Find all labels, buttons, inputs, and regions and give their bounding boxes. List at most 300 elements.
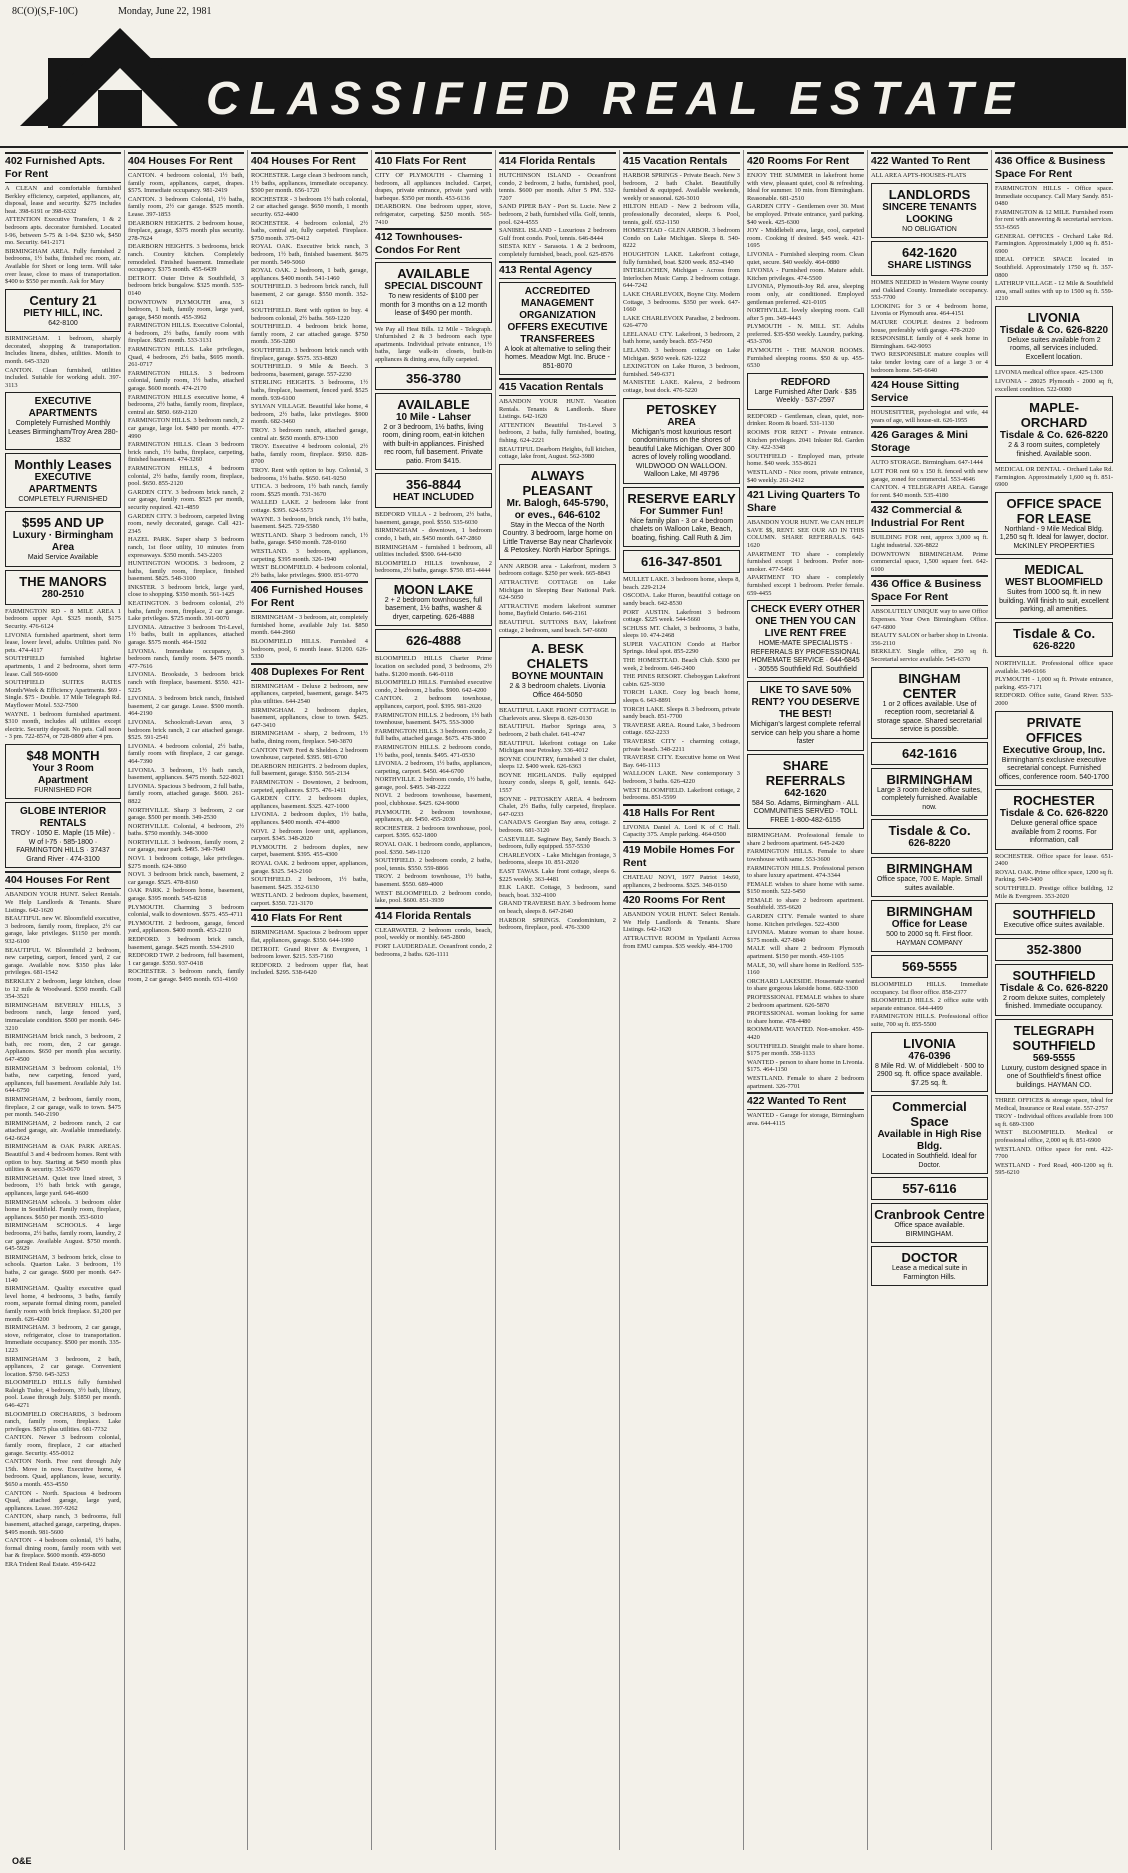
column-3	[248, 150, 372, 1850]
classified-ad: ATTENTION Beautiful Tri-Level 3 bedroom, 2 baths, fully furnished, boating, fishing. 624-2221	[499, 421, 616, 444]
display-ad	[747, 600, 864, 678]
display-ad-sm: Nice family plan - 3 or 4 bedroom chalets on Walloon Lake, Beach, boating, fishing. Call Ruth & Jim	[629, 517, 734, 542]
classified-ad: BLOOMFIELD HILLS. 2 office suite with separate entrance. 644-4499	[871, 997, 988, 1012]
classified-ad: FARMINGTON HILLS, 4 bedroom colonial, 2½ baths, family room, fireplace, pool. $650. 855-2120	[128, 464, 244, 488]
display-ad-big: AVAILABLE	[397, 266, 470, 282]
display-ad-big: ROCHESTER	[1013, 793, 1095, 809]
classified-ad: CANTON, sharp ranch, 3 bedrooms, full basement, attached garage, carpeting, drapes. $495 month. 981-5600	[5, 1513, 121, 1536]
display-ad	[747, 681, 864, 751]
display-ad-mid: 626-8220	[1032, 640, 1076, 652]
classified-ad: ATTRACTIVE COTTAGE on Lake Michigan in Sleeping Bear National Park. 624-5050	[499, 578, 616, 602]
display-ad-mid: BOYNE MOUNTAIN	[511, 671, 604, 683]
classified-ad: BIRMINGHAM schools. 3 bedroom older home in Southfield. Family room, fireplace, appliances. $650 per month. 353-6010	[5, 1198, 121, 1221]
display-ad-mid: CHECK EVERY OTHER ONE THEN YOU CAN LIVE RENT FREE	[750, 604, 861, 640]
classified-ad: BIRMINGHAM. Spacious 2 bedroom upper flat, appliances, garage. $350. 644-1990	[251, 929, 368, 945]
classified-ad: UTICA. 3 bedroom, 1½ bath ranch, family room. $525 month. 731-3670	[251, 483, 368, 498]
classified-ad: FARMINGTON HILLS. 3 bedroom ranch, 2 car garage, large lot. $480 per month. 477-4990	[128, 417, 244, 440]
classified-ad: WANTED - person to share home in Livonia. $175. 464-1150	[747, 1058, 864, 1074]
classified-ad: LIVONIA Daniel A. Lord K of C Hall. Capacity 375. Ample parking. 464-0500	[623, 823, 740, 839]
classified-ad: SOUTHFIELD. 3 bedroom brick ranch with fireplace, garage. $575. 353-8820	[251, 347, 368, 362]
classified-ad: WANTED - Garage for storage, Birmingham area. 644-4115	[747, 1112, 864, 1127]
classified-ad: WESTLAND. Female to share 2 bedroom apartment. 326-7701	[747, 1074, 864, 1090]
display-ad-sm: Lease a medical suite in Farmington Hills.	[891, 1265, 968, 1281]
classified-ad: CANTON - North. Spacious 4 bedroom Quad, attached garage, large yard, appliances. Lease. 397-9262	[5, 1489, 121, 1512]
classified-ad: THE PINES RESORT. Cheboygan Lakefront cabin. 625-3030	[623, 673, 740, 688]
display-ad-big: PRIVATE OFFICES	[1025, 714, 1083, 745]
display-ad-big: TELEGRAPH SOUTHFIELD	[1012, 1022, 1096, 1053]
display-ad-big: 356-3780	[406, 370, 461, 386]
classified-ad: ALL AREA APTS-HOUSES-FLATS	[871, 172, 967, 179]
classified-ad: NORTHVILLE. Professional office space available. 349-6166	[995, 659, 1113, 675]
display-ad-sm: HOME-MATE SPECIALISTS · REFERRALS BY PROFESSIONAL HOMEMATE SERVICE · 644-6845 · 30555 Southfield Rd. Southfield	[750, 640, 861, 673]
display-ad-mid: Luxury · Birmingham Area	[12, 530, 114, 554]
section-heading: 402 Furnished Apts. For Rent	[5, 152, 121, 183]
classified-ad: GARDEN CITY - Gentlemen over 30. Must be employed. Private entrance, yard parking. $40 week. 425-6300	[747, 203, 864, 226]
classified-ad: BIRMINGHAM. 2 bedroom duplex, basement, appliances, close to town. $425. 647-3410	[251, 706, 368, 729]
display-ad-mid: HEAT INCLUDED	[393, 492, 474, 504]
section-heading: 424 House Sitting Service	[871, 376, 988, 407]
classified-ad: LIVONIA - Furnished room. Mature adult. Kitchen privileges. 474-5500	[747, 267, 864, 282]
classified-ad: SOUTHFIELD. 3 bedroom brick ranch, full basement, 2 car garage. $550 month. 352-6121	[251, 283, 368, 306]
classified-ad: HARBOR SPRINGS - Private Beach. New 3 bedroom, 2 bath Chalet. Beautifully furnished & equipped. Available weekends, weekly or seasonal. 626-3010	[623, 172, 740, 202]
section-heading: 421 Living Quarters To Share	[747, 486, 864, 517]
display-ad	[995, 558, 1113, 619]
classified-ad: FARMINGTON HILLS. Lake privileges, Quad, 4 bedroom, 2½ baths, $695 month. 261-0717	[128, 346, 244, 369]
display-ad	[871, 857, 988, 897]
classified-ad: BIRMINGHAM, 2 bedroom, family room, fireplace, 2 car garage, walk to town. $475 per month. 540-2190	[5, 1095, 121, 1119]
display-ad	[623, 550, 740, 573]
classified-ad: WALLED LAKE. 2 bedroom lake front cottage. $395. 624-5573	[251, 499, 368, 514]
display-ad-mid: 626-8220	[908, 838, 951, 849]
classified-ad: LEELANAU CTY. Lakefront, 3 bedroom, 2 bath home, sandy beach. 855-7450	[623, 330, 740, 346]
classified-ad: AUTO STORAGE. Birmingham. 647-1444	[871, 459, 983, 467]
classified-ad: SANIBEL ISLAND - Luxurious 2 bedroom Gulf front condo. Pool, tennis. 646-8444	[499, 227, 616, 242]
classified-ad: FORT LAUDERDALE. Oceanfront condo, 2 bedrooms, 2 baths. 626-1111	[375, 942, 492, 958]
display-ad-mid: Tisdale & Co. 626-8220	[999, 430, 1109, 442]
classified-ad: OSCODA. Lake Huron, beautiful cottage on sandy beach. 642-8530	[623, 592, 740, 607]
classified-ad: HOMES NEEDED in Western Wayne county and Oakland County. Immediate occupancy. 553-7700	[871, 279, 988, 302]
column-4	[372, 150, 496, 1850]
display-ad-sm: 1 or 2 offices available. Use of reception room, secretarial & storage space. Shared secretarial service is possible.	[877, 700, 982, 733]
classified-ad: MATURE COUPLE desires 2 bedroom house, preferably with garage. 478-2020	[871, 319, 988, 334]
display-ad-sm: 2 or 3 bedroom, 1½ baths, living room, dining room, eat-in kitchen with built-in appliances. Finished rec room, full basement. Private patio. From $415.	[382, 423, 485, 465]
classified-ad: CANTON. 4 TELEGRAPH AREA. Garage for rent. $40 month. 535-4180	[871, 484, 988, 499]
classified-ad: OAK PARK. 2 bedroom home, basement, garage. $395 month. 545-8218	[128, 887, 244, 903]
display-ad-mid: Tisdale & Co. 626-8220	[999, 982, 1109, 994]
section-heading: 404 Houses For Rent	[5, 871, 121, 889]
section-heading: 414 Florida Rentals	[375, 907, 492, 925]
display-ad-mid: LIKE TO SAVE 50% RENT? YOU DESERVE THE BEST!	[751, 685, 860, 721]
display-ad	[995, 1019, 1113, 1095]
classified-ad: PLYMOUTH - 1,000 sq ft. Private entrance, parking. 455-7171	[995, 676, 1113, 691]
display-ad-big: MAPLE-ORCHARD	[1020, 400, 1088, 431]
classified-ad: LIVONIA. Spacious 3 bedroom, 2 full baths, family room, attached garage. $600. 261-8822	[128, 782, 244, 805]
classified-ad: FARMINGTON HILLS - Office space. Immediate occupancy. Call Mary Sandy. 851-0480	[995, 185, 1113, 208]
classified-ad: ROCHESTER. 2 bedroom townhouse, pool, carport. $395. 652-1800	[375, 824, 492, 840]
display-ad-mid: SINCERE TENANTS LOOKING	[882, 201, 977, 225]
classified-ad: FARMINGTON & 12 MILE. Furnished room for rent with answering & secretarial services. 553-6565	[995, 208, 1114, 231]
display-ad-big: Commercial Space	[892, 1099, 967, 1130]
section-heading: 415 Vacation Rentals	[499, 378, 616, 396]
classified-ad: MANISTEE LAKE. Kaleva, 2 bedroom cottage, boat dock. 476-5220	[623, 379, 740, 395]
display-ad-mid: EXECUTIVE APARTMENTS	[28, 396, 98, 420]
classified-ad: CHATEAU NOVI, 1977 Patriot 14x60, appliances, 2 bedrooms. $325. 348-0150	[623, 873, 740, 889]
classified-ad: CANTON. Newer 3 bedroom colonial, family room, fireplace, 2 car attached garage. Security. 455-0012	[5, 1434, 121, 1457]
display-ad	[5, 453, 121, 509]
classified-ad: We Pay all Heat Bills. 12 Mile - Telegraph. Unfurnished 2 & 3 bedroom each type apartments. Individual private entrance, 1½ baths, large walk-in closets, built-in appliances & dining area, fully carpeted.	[375, 325, 492, 364]
display-ad-sm: Deluxe general office space available from 2 rooms. For information, call	[1010, 820, 1098, 845]
classified-ad: LIVONIA. 3 bedroom, 1½ bath ranch, basement, appliances. $475 month. 522-8021	[128, 766, 244, 782]
classified-ad: NORTHVILLE. Sharp 3 bedroom, 2 car garage. $500 per month. 349-2530	[128, 806, 244, 822]
classified-ad: BLOOMFIELD HILLS. Furnished executive condo, 2 bedroom, 2 baths. $900. 642-4200	[375, 679, 492, 694]
classified-ad: FARMINGTON HILLS. Female to share townhouse with same. 553-3600	[747, 848, 864, 863]
classified-ad: ROCHESTER. 4 bedroom colonial, 2½ baths, central air, fully carpeted. Fireplace. $750 month. 375-0412	[251, 219, 368, 242]
section-heading: 413 Rental Agency	[499, 261, 616, 279]
classified-ad: BIRMINGHAM - sharp, 2 bedroom, 1½ baths, dining room, fireplace. 540-3870	[251, 730, 368, 745]
display-ad	[375, 578, 492, 627]
display-ad-big: OFFICE SPACE FOR LEASE	[1006, 495, 1102, 526]
classified-ad: SOUTHFIELD. Rent with option to buy. 4 bedroom colonial, 2½ baths. 569-1220	[251, 307, 368, 322]
classified-ad: REDFORD. 2 bedroom upper flat, heat included. $295. 538-6420	[251, 961, 368, 977]
classified-ad: THE HOMESTEAD. Beach Club. $300 per week, 2 bedroom. 646-2400	[623, 657, 740, 672]
display-ad	[995, 622, 1113, 657]
section-heading: 408 Duplexes For Rent	[251, 663, 368, 681]
classified-ad: LIVONIA. Mature woman to share house. $175 month. 427-8840	[747, 929, 864, 944]
classified-ad: BEAUTIFUL W. Bloomfield 2 bedroom, new carpeting, carport, fenced yard, 2 car garage. Available now. $350 plus lake privileges. 681-1542	[5, 946, 121, 977]
display-ad-mid: 280-2510	[41, 588, 85, 600]
classified-ad: NORTHVILLE. 2 bedroom condo, 1½ baths, garage, pool. $495. 348-2222	[375, 776, 492, 791]
section-heading: 420 Rooms For Rent	[623, 891, 740, 909]
display-ad	[871, 1203, 988, 1243]
classified-ad: DEARBORN HEIGHTS. 2 bedroom duplex, full basement, garage. $350. 565-2134	[251, 762, 368, 778]
display-ad-sm: 2 + 2 bedroom townhouses, full basement, 1½ baths, washer & dryer, carpeting. 626-4888	[384, 596, 483, 621]
section-title: CLASSIFIED REAL ESTATE	[205, 72, 1025, 124]
classified-ad: SOUTHFIELD. 2 bedroom condo, 2 baths, pool, tennis. $550. 559-8866	[375, 857, 492, 872]
classified-ad: ATTRACTIVE modern lakefront summer home, Bayfield Ontario. 646-2161	[499, 602, 616, 618]
classified-ad: LIVONIA - 28025 Plymouth - 2000 sq ft, excellent condition. 522-0080	[995, 378, 1113, 393]
display-ad-sm: Michigan's largest complete referral service can help you share a home faster	[750, 721, 861, 746]
display-ad-big: Tisdale & Co.	[1012, 625, 1096, 641]
display-ad	[871, 1095, 988, 1174]
classified-ad: FARMINGTON HILLS. 2 bedroom, 1½ bath townhouse, basement. $475. 553-3000	[375, 711, 492, 727]
section-heading: 436 Office & Business Space For Rent	[871, 575, 988, 606]
display-ad-big: 642-1616	[902, 745, 957, 761]
classified-ad: CLEARWATER. 2 bedroom condo, beach, pool, weekly or monthly. 645-2800	[375, 926, 492, 942]
classified-ad: WAYNE. 1 bedroom furnished apartment. $310 month, includes all utilities except electric. Security deposit. No pets. Call noon - 3 pm. 722-8574, or 728-0809 after 4 pm.	[5, 710, 121, 741]
classified-ad: SOUTHFIELD SUITES RATES Month/Week & Efficiency Apartments. $69 - Single. $75 - Double. 17 Mile Telegraph Rd. Mayflower Motel. 532-7500	[5, 679, 121, 709]
classified-ad: NORTHVILLE. 3 bedroom, family room, 2 car garage, near park. $495. 349-7640	[128, 838, 244, 854]
display-ad	[995, 964, 1113, 1016]
classified-ad: BIRMINGHAM 3 bedroom colonial, 1½ baths, new carpeting, fenced yard, appliances, full basement. Available July 1st. 644-6750	[5, 1064, 121, 1095]
display-ad-big: MOON LAKE	[393, 581, 474, 597]
classified-ad: BEAUTY SALON or barber shop in Livonia. 356-2110	[871, 632, 988, 647]
display-ad-big: Tisdale & Co.	[888, 823, 971, 838]
classified-ad: FARMINGTON HILLS. Professional person to share luxury apartment. 474-3344	[747, 864, 864, 880]
classified-ad: FEMALE to share 2 bedroom apartment. Southfield. 355-6620	[747, 896, 864, 912]
section-heading: 404 Houses For Rent	[251, 152, 368, 170]
classified-ad: CITY OF PLYMOUTH - Charming 1 bedroom, all appliances included. Carpet, drapes, private entrance, private yard with barbeque. $350 per month. 453-6136	[375, 172, 492, 202]
section-heading: 422 Wanted To Rent	[747, 1092, 864, 1110]
display-ad-big: BIRMINGHAM	[886, 861, 973, 876]
classified-ad: WESTLAND - Nice room, private entrance, $40 weekly. 261-2412	[747, 469, 864, 484]
classified-ad: PLYMOUTH. 2 bedroom, garage, fenced yard, appliances. $400 month. 453-2210	[128, 919, 244, 935]
classified-ad: APARTMENT TO share - completely furnished except 1 bedroom. Prefer female. 659-4455	[747, 574, 864, 597]
display-ad-sm: Birmingham's exclusive executive secretarial concept. Furnished offices, conference room. 540-1700	[999, 756, 1109, 781]
section-heading: 415 Vacation Rentals	[623, 152, 740, 170]
classified-ad: INKSTER. 3 bedroom brick, large yard, close to shopping. $350 month. 561-1425	[128, 583, 244, 599]
classified-ad: HOUSESITTER, psychologist and wife, 44 years of age, will house-sit. 626-1955	[871, 409, 988, 424]
display-ad	[871, 241, 988, 276]
display-ad-sm: Deluxe suites available from 2 rooms, all services included. Excellent location.	[1007, 336, 1101, 361]
display-ad-sm: 500 to 2000 sq ft. First floor. HAYMAN COMPANY	[886, 931, 973, 947]
classified-ad: WEST BLOOMFIELD. Lakefront cottage, 2 bedrooms. 851-5599	[623, 786, 740, 802]
display-ad-big: 557-6116	[902, 1181, 957, 1197]
display-ad-big: DOCTOR	[901, 1250, 958, 1266]
display-ad-mid: SHARE LISTINGS	[887, 260, 972, 272]
classified-ad: JOY - Middlebelt area, large, cool, carpeted room. Cooking if desired. $45 week. 421-1695	[747, 227, 864, 250]
classified-ad: ROOMMATE WANTED. Non-smoker. 459-4420	[747, 1026, 864, 1041]
classified-ad: LIVONIA. Brookside, 3 bedroom brick ranch with fireplace, basement. $550. 421-5225	[128, 671, 244, 694]
display-ad-big: 616-347-8501	[641, 554, 722, 570]
display-ad-sm: To new residents of $100 per month for 3 months on a 12 month lease of $490 per month.	[379, 293, 487, 318]
display-ad-big: A. BESK CHALETS	[526, 641, 589, 672]
display-ad-big: 569-5555	[902, 959, 957, 974]
section-heading: 410 Flats For Rent	[251, 909, 368, 927]
classified-ad: TROY. 3 bedroom ranch, attached garage, central air. $650 month. 879-1300	[251, 427, 368, 442]
display-ad-sm: Luxury, custom designed space in one of Southfield's finest office buildings. HAYMAN CO.	[1001, 1064, 1107, 1089]
display-ad-mid: Mr. Balogh, 645-5790, or eves., 646-6102	[506, 497, 609, 521]
classified-ad: WESTLAND. Office space for rent. 422-7700	[995, 1145, 1113, 1161]
classified-ad: SOUTHFIELD. 9 Mile & Beech. 3 bedrooms, basement, garage. 557-2230	[251, 363, 368, 378]
display-ad-big: Monthly Leases	[14, 456, 112, 472]
display-ad-mid: GLOBE INTERIOR RENTALS	[19, 806, 107, 830]
display-ad-big: 356-8844	[406, 477, 461, 493]
display-ad-big: PETOSKEY	[646, 401, 717, 417]
classified-ad: TRAVERSE CITY - charming cottage, private beach. 348-2211	[623, 738, 740, 753]
display-ad-big: SOUTHFIELD	[1012, 907, 1096, 923]
classified-ad: CASEVILLE. Saginaw Bay, Sandy Beach. 3 bedroom, fully equipped. 557-5530	[499, 835, 616, 851]
classified-ad: LAKE CHARLEVOIX, Boyne City. Modern Cottage, 3 bedrooms. $350 per week. 647-1660	[623, 290, 740, 314]
classified-ad: ROYAL OAK. Executive brick ranch, 3 bedroom, 1½ bath, finished basement. $675 per month. 549-5060	[251, 243, 368, 266]
classified-ad: BIRMINGHAM. 3 bedroom, 2 car garage, stove, refrigerator, close to transportation. Immediate occupancy. $500 per month. 335-1223	[5, 1324, 121, 1354]
classified-ad: SCHUSS MT. Chalet, 3 bedrooms, 3 baths, sleeps 10. 474-2468	[623, 624, 740, 640]
display-ad-sm: Michigan's most luxurious resort condominiums on the shores of beautiful Lake Michigan. Over 300 acres of lovely rolling woodland. WILDWOOD ON WALLOON. Walloon Lake, MI 49796	[628, 428, 735, 479]
display-ad-sm: TROY · 1050 E. Maple (15 Mile) · W of I-75 · 585-1800 · FARMINGTON HILLS · 37437 Grand River · 474-3100	[10, 830, 116, 863]
classified-ad: BIRMINGHAM - downtown, 1 bedroom condo, 1 bath, air. $450 month. 647-2860	[375, 527, 492, 542]
footer-mark: O&E	[12, 1856, 32, 1866]
display-ad	[995, 492, 1113, 556]
display-ad-mid: 476-0396	[908, 1050, 951, 1062]
display-ad-mid: EXECUTIVE APARTMENTS	[28, 471, 98, 495]
page-footer	[0, 1853, 1128, 1873]
display-ad	[5, 511, 121, 567]
display-ad-big: 352-3800	[1026, 941, 1082, 957]
classified-ad: LIVONIA. Schoolcraft-Levan area, 3 bedroom brick ranch, 2 car attached garage. $525. 591-2541	[128, 718, 244, 742]
classified-ad: HOMESTEAD - GLEN ARBOR. 3 bedroom Condo on Lake Michigan. Sleeps 8. 540-8222	[623, 227, 740, 250]
display-ad	[375, 393, 492, 471]
display-ad-mid: PIETY HILL, INC.	[23, 307, 103, 319]
display-ad-sm: 2 room deluxe suites, completely finished. Immediate occupancy.	[1003, 994, 1105, 1011]
classified-ad: ABANDON YOUR HUNT. We CAN HELP! SAVE $$, RENT. SEE OUR AD IN THIS COLUMN. SHARE REFERRALS. 642-1620	[747, 519, 864, 549]
section-heading: 412 Townhouses-Condos For Rent	[375, 228, 492, 259]
issue-date: Monday, June 22, 1981	[118, 6, 212, 17]
classified-ad: LIVONIA. 2 bedroom duplex, 1½ baths, appliances. $400 month. 474-4800	[251, 811, 368, 826]
classified-ad: REDFORD. Office suite, Grand River. 533-2000	[995, 692, 1113, 707]
display-ad-big: RESERVE EARLY	[627, 490, 736, 506]
classified-ad: CANTON. 3 bedroom Colonial, 1½ baths, family room, 2½ car garage. $525 month. Lease. 397-1853	[128, 195, 244, 218]
classified-ad: MEDICAL OR DENTAL - Orchard Lake Rd. Farmington. Approximately 1,600 sq ft. 851-6900	[995, 466, 1113, 489]
classified-ad: LIVONIA. 3 bedroom brick ranch, finished basement, 2 car garage. Lease. $500 month. 464-2190	[128, 695, 244, 718]
classified-ad: MALE, 30, will share home in Redford. 535-1160	[747, 961, 864, 977]
classified-ad: ATTENTION Executive Transfers, 1 & 2 bedroom apts. decorator furnished. Located I-96, between 5-75 & 1-94. $230 wk, $450 mo. Security. 641-2171	[5, 216, 121, 247]
display-ad-big: Century 21	[29, 292, 97, 308]
classified-ad: ORCHARD LAKESIDE. Housemate wanted to share gorgeous lakeside home. 682-3300	[747, 977, 864, 993]
column-9	[992, 150, 1116, 1850]
classified-ad: MULLET LAKE. 3 bedroom home, sleeps 8, beach. 229-2124	[623, 576, 740, 591]
classified-ad: WESTLAND. 2 bedroom duplex, basement, carport. $350. 721-3170	[251, 892, 368, 907]
section-heading: 426 Garages & Mini Storage	[871, 426, 988, 457]
classified-ad: BERKLEY 2 bedroom, large kitchen, close to 12 mile & Woodward. $350 month. Call 354-3521	[5, 978, 121, 1001]
classified-ad: SOUTHFIELD - Employed man, private home. $40 week. 353-8621	[747, 452, 864, 468]
classified-ad: BIRMINGHAM. Quiet tree lined street, 3 bedroom, 1½ bath brick with garage, appliances, large yard. 646-4600	[5, 1174, 121, 1198]
display-ad-sm: 584 So. Adams, Birmingham · ALL COMMUNITIES SERVED · TOLL FREE 1-800-482-6155	[752, 799, 859, 824]
display-ad-sm: Stay in the Mecca of the North Country. 3 bedroom, large home on Little Traverse Bay near Charlevoix & Petoskey. North Harbor Springs.	[502, 521, 613, 555]
classified-ad: LOT FOR rent 60 x 150 ft. fenced with new garage, zoned for commercial. 553-4646	[871, 468, 988, 483]
classified-ad: LATHRUP VILLAGE - 12 Mile & Southfield area, small suites with up to 1500 sq ft. 559-1210	[995, 280, 1113, 303]
classified-ad: CANTON TWP. Ford & Sheldon. 2 bedroom townhouse, carpeted. $395. 981-6700	[251, 746, 368, 762]
classified-ad: DEARBORN HEIGHTS. 2 bedroom house, fireplace, garage, $375 month plus security. 278-7624	[128, 219, 244, 242]
classified-ad: THREE OFFICES & storage space, ideal for Medical, Insurance or Real estate. 557-2757	[995, 1097, 1113, 1112]
classified-ad: BEDFORD VILLA - 2 bedroom, 2½ baths, basement, garage, pool. $550. 535-6030	[375, 511, 492, 526]
classified-ad: PLYMOUTH. 2 bedroom townhouse, appliances, air. $450. 455-2030	[375, 808, 492, 824]
classified-ad: BIRMINGHAM. Quality executive quad level home, 4 bedrooms, 3 baths, family room, separate formal dining room, paneled family room with brick fireplace. $1,200 per month. 626-4200	[5, 1285, 121, 1323]
classified-ad: CANADA'S Georgian Bay area, cottage. 2 bedroom. 681-3120	[499, 819, 616, 835]
section-heading: 420 Rooms For Rent	[747, 152, 864, 170]
classified-ad: TROY. 2 bedroom townhouse, 1½ baths, basement. $550. 689-4000	[375, 873, 492, 888]
display-ad-sm: Office space available. BIRMINGHAM.	[894, 1222, 965, 1238]
classified-ad: DEARBORN. One bedroom upper, stove, refrigerator, carpeting. $250 month. 565-7410	[375, 203, 492, 226]
display-ad-sm: COMPLETELY FURNISHED	[18, 495, 108, 503]
classified-ad: FARMINGTON HILLS. Professional office suite, 700 sq ft. 855-5500	[871, 1013, 988, 1028]
display-ad-sm: Northland - 9 Mile Medical Bldg. 1,250 sq ft. Ideal for lawyer, doctor. McKINLEY PROPERTIES	[999, 525, 1109, 550]
display-ad-mid: Tisdale & Co. 626-8220	[999, 324, 1109, 336]
classified-ad: WEST BLOOMFIELD. 2 bedroom condo, lake, pool. $600. 851-3939	[375, 889, 492, 905]
classified-ad: ABSOLUTELY UNIQUE way to save Office Expenses. Your Own Birmingham Office. 647-6800	[871, 608, 988, 631]
classified-ad: ELK LAKE. Cottage, 3 bedroom, sand beach, boat. 332-4100	[499, 884, 616, 899]
display-ad	[995, 938, 1113, 961]
classified-ad: BLOOMFIELD HILLS Charter Prime location on secluded pond, 3 bedrooms, 2½ baths. $1200 month. 646-0118	[375, 655, 492, 678]
section-heading: 418 Halls For Rent	[623, 804, 740, 822]
classified-ad: BLOOMFIELD HILLS fully furnished Raleigh Tudor, 4 bedroom, 3½ bath, library, pool. Lease through July. $1850 per month. 646-4271	[5, 1379, 121, 1410]
classified-ad: RESPONSIBLE family of 4 seek home in Birmingham. 642-9093	[871, 335, 988, 350]
classified-ad: LIVONIA furnished apartment, short term lease, lower level, adults. Utilities paid. No pets. 474-4117	[5, 631, 121, 654]
display-ad-sm: 2 & 3 room suites, completely finished. Available soon.	[1008, 442, 1100, 458]
classified-ad: LIVONIA. 4 bedroom colonial, 2½ baths, family room with fireplace, 2 car garage. 464-7390	[128, 742, 244, 765]
classified-ad: FARMINGTON HILLS executive home, 4 bedrooms, 2½ baths, family room, fireplace, central air. $850. 669-2120	[128, 393, 244, 416]
classified-ad: SOUTHFIELD furnished highrise apartments, 1 and 2 bedrooms, short term lease. Call 569-6600	[5, 655, 121, 678]
display-ad-big: SHARE REFERRALS	[765, 757, 846, 788]
display-ad-mid: 642-1620	[784, 787, 827, 799]
classified-ad: BLOOMFIELD HILLS. Furnished 4 bedroom, pool, 6 month lease. $1200. 626-5330	[251, 638, 368, 661]
classified-ad: FARMINGTON HILLS. 3 bedroom colonial, family room, 1½ baths, attached garage. $600 month. 474-2170	[128, 369, 244, 393]
display-ad-big: THE MANORS	[19, 573, 107, 589]
display-ad-sm: 8 Mile Rd. W. of Middlebelt · 500 to 2900 sq. ft. office space available. $7.25 sq. ft.	[875, 1062, 984, 1087]
display-ad-mid: 10 Mile - Lahser	[395, 411, 472, 423]
classified-ad: DOWNTOWN BIRMINGHAM. Prime commercial space, 1,500 square feet. 642-6100	[871, 550, 988, 573]
classified-ad: BOYNE - PETOSKEY AREA. 4 bedroom Chalet, 2½ Baths, fully carpeted, fireplace. 647-0233	[499, 795, 616, 818]
display-ad	[995, 711, 1113, 787]
section-heading: 419 Mobile Homes For Rent	[623, 841, 740, 872]
classified-ad: WALLOON LAKE. New contemporary 3 bedroom, 3 baths. 626-4220	[623, 770, 740, 785]
display-ad	[5, 802, 121, 868]
display-ad	[5, 289, 121, 333]
classified-ad: BLOOMFIELD ORCHARDS, 3 bedroom ranch, family room, fireplace. Lake privileges. $875 plus utilities. 681-7732	[5, 1410, 121, 1433]
classified-ad: HUNTINGTON WOODS. 3 bedroom, 2 baths, family room, fireplace, finished basement. $825. 548-3100	[128, 560, 244, 583]
classified-ad: BEAUTIFUL SUTTONS BAY, lakefront cottage, 2 bedroom, sand beach. 547-6600	[499, 618, 616, 634]
classified-ad: WAYNE. 3 bedroom, brick ranch, 1½ baths, basement. $425. 729-5580	[251, 515, 368, 531]
classified-ad: GARDEN CITY. 2 bedroom duplex, appliances, basement. $325. 427-1000	[251, 795, 368, 810]
display-ad	[871, 819, 988, 854]
section-code: 8C(O)(S,F-10C)	[12, 6, 78, 17]
display-ad-big: $595 AND UP	[22, 515, 104, 531]
display-ad	[871, 768, 988, 817]
display-ad-sm: Office space, 700 E. Maple. Small suites available.	[876, 876, 983, 892]
classified-ad: SOUTHFIELD. Straight male to share home. $175 per month. 358-1133	[747, 1042, 864, 1058]
classified-ad: HARBOR SPRINGS. Condominium, 2 bedroom, fireplace, pool. 476-3300	[499, 916, 616, 932]
classified-ad: BUILDING FOR rent, approx 3,000 sq ft. Light industrial. 326-8822	[871, 534, 988, 549]
classified-ad: PLYMOUTH - THE MANOR ROOMS. Furnished sleeping rooms. $50 & up. 455-6530	[747, 347, 864, 370]
display-ad-big: BIRMINGHAM	[886, 771, 973, 787]
classified-ad: HOUGHTON LAKE. Lakefront cottage, fully furnished, boat. $200 week. 852-4340	[623, 250, 740, 266]
display-ad-mid: Available in High Rise Bldg.	[877, 1129, 982, 1153]
display-ad-sm: Located in Southfield. Ideal for Doctor.	[882, 1153, 977, 1169]
classified-ad: BLOOMFIELD HILLS townhouse, 2 bedrooms, 2½ baths, garage. $750. 851-4444	[375, 559, 492, 575]
display-ad-big: LANDLORDS	[888, 186, 971, 202]
classified-ad: PLYMOUTH. Charming 3 bedroom colonial, walk to downtown. $575. 455-4711	[128, 903, 244, 919]
classified-ad: BIRMINGHAM 3 bedroom, 2 bath, appliances, 2 car garage. Convenient location. $750. 645-3253	[5, 1355, 121, 1378]
column-8	[868, 150, 992, 1850]
classified-ad: WESTLAND - Ford Road, 400-1200 sq ft. 595-6210	[995, 1161, 1113, 1177]
column-5	[496, 150, 620, 1850]
classified-ad: PLYMOUTH - N. MILL ST. Adults preferred. $35-$50 weekly. Laundry, parking. 453-3706	[747, 323, 864, 346]
section-heading: 436 Office & Business Space For Rent	[995, 152, 1113, 183]
classified-ad: GARDEN CITY. 3 bedroom, carpeted living room, newly decorated, garage. Call 421-2345	[128, 512, 244, 535]
classified-ad: LIVONIA. 2 bedroom, 1½ baths, appliances, carpeting, carport. $450. 464-6700	[375, 760, 492, 775]
classified-ad: CANTON North. Free rent through July 15th. Move in now. Executive home, 4 bedroom. Quad, appliances, lease, security. $650 a month. 453-4550	[5, 1458, 121, 1488]
classified-ad: NORTHVILLE. lovely sleeping room. Call after 5 pm. 349-4443	[747, 307, 864, 322]
display-ad	[871, 1032, 988, 1093]
classified-ad: ABANDON YOUR HUNT. Select Rentals. We Help Landlords & Tenants. Share Listings. 642-1620	[623, 911, 740, 934]
display-ad	[623, 487, 740, 548]
display-ad	[5, 392, 121, 450]
classified-ad: BIRMINGHAM, 2 bedroom ranch, 2 car attached garage, air. Available immediately. 642-6624	[5, 1119, 121, 1142]
classified-ad: BOYNE HIGHLANDS. Fully equipped luxury condo, sleeps 8, golf, tennis. 642-1557	[499, 771, 616, 795]
classified-ad: TROY - Individual offices available from 100 sq ft. 689-3300	[995, 1113, 1113, 1128]
classified-ad: IDEAL OFFICE SPACE located in Southfield. Approximately 1750 sq ft. 357-0800	[995, 256, 1113, 279]
display-ad	[375, 473, 492, 508]
display-ad	[747, 754, 864, 830]
classified-ad: BIRMINGHAM. Professional female to share 2 bedroom apartment. 645-2420	[747, 832, 864, 847]
classified-ad: BLOOMFIELD HILLS. Immediate occupancy. 1st floor office. 858-2377	[871, 981, 988, 996]
classified-ad: ROCHESTER. Office space for lease. 651-2400	[995, 852, 1113, 868]
classified-ad: GARDEN CITY. 3 bedroom brick ranch, 2 car garage, family room. $525 per month, security required. 421-4859	[128, 488, 244, 511]
classified-columns	[2, 150, 1126, 1850]
classified-ad: PLYMOUTH. 2 bedroom duplex, new carpet, basement. $395. 455-4300	[251, 843, 368, 859]
classified-ad: DOWNTOWN PLYMOUTH area, 3 bedroom, 1 bath, family room, large yard, garage, $450 month. 455-3962	[128, 298, 244, 321]
classified-ad: FARMINGTON HILLS. 3 bedroom condo, 2 full baths, attached garage. $675. 478-3800	[375, 727, 492, 743]
classified-ad: DETROIT. Outer Drive & Southfield, 3 bedroom brick bungalow. $325 month. 535-0140	[128, 274, 244, 297]
classified-ad: BEAUTIFUL new W. Bloomfield executive, 3 bedroom, family room, fireplace, 2½ car garage, lake privileges. $1150 per month. 932-6100	[5, 915, 121, 946]
